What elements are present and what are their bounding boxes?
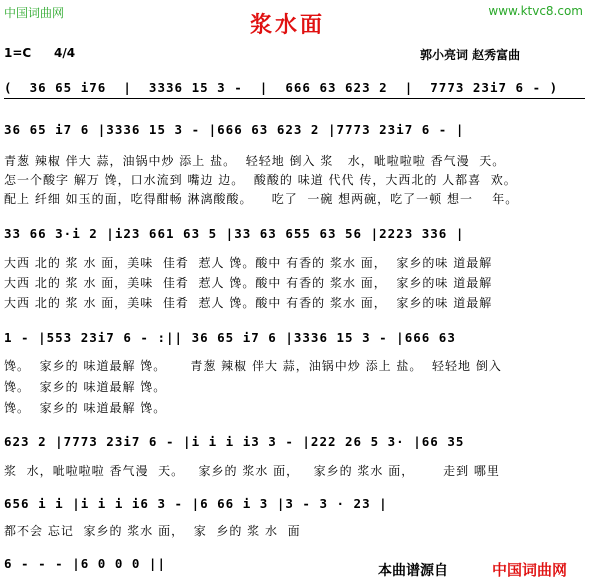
intro-underline bbox=[4, 98, 585, 99]
lyric-row-1-verse-3: 配上 纤细 如玉的面，吃得酣畅 淋漓酸酸。 吃了 一碗 想两碗，吃了一顿 想一 年。 bbox=[4, 192, 519, 206]
lyric-row-3-verse-3: 馋。 家乡的 味道最解 馋。 bbox=[4, 401, 167, 415]
time-signature: 4/4 bbox=[54, 46, 76, 60]
lyric-row-5-verse-1: 都不会 忘记 家乡的 浆水 面， 家 乡的 浆 水 面 bbox=[4, 524, 301, 538]
source-brand: 中国词曲网 bbox=[492, 561, 568, 579]
lyric-row-2-verse-1: 大西 北的 浆 水 面，美味 佳肴 惹人 馋。酸中 有香的 浆水 面， 家乡的味 道最解 bbox=[4, 256, 493, 270]
credits: 郭小亮词 赵秀富曲 bbox=[420, 48, 521, 62]
lyric-row-3-verse-2: 馋。 家乡的 味道最解 馋。 bbox=[4, 380, 167, 394]
watermark-site-url: www.ktvc8.com bbox=[488, 4, 583, 18]
song-title: 浆水面 bbox=[250, 13, 326, 38]
lyric-row-4-verse-1: 浆 水，呲啦啦啦 香气漫 天。 家乡的 浆水 面， 家乡的 浆水 面， 走到 哪里 bbox=[4, 464, 500, 478]
lyric-row-3-verse-1: 馋。 家乡的 味道最解 馋。 青葱 辣椒 伴大 蒜，油锅中炒 添上 盐。 轻轻地 倒入 bbox=[4, 359, 502, 373]
lyric-row-2-verse-3: 大西 北的 浆 水 面，美味 佳肴 惹人 馋。酸中 有香的 浆水 面， 家乡的味 道最解 bbox=[4, 296, 493, 310]
watermark-site-name: 中国词曲网 bbox=[4, 6, 65, 20]
lyric-row-1-verse-1: 青葱 辣椒 伴大 蒜，油锅中炒 添上 盐。 轻轻地 倒入 浆 水，呲啦啦啦 香气漫 天。 bbox=[4, 154, 506, 168]
notation-row-1: 36 65 i7 6 |3336 15 3 - |666 63 623 2 |7773 23i7 6 - | bbox=[4, 122, 465, 137]
lyric-row-2-verse-2: 大西 北的 浆 水 面，美味 佳肴 惹人 馋。酸中 有香的 浆水 面， 家乡的味 道最解 bbox=[4, 276, 493, 290]
notation-row-5: 656 i i |i i i i6 3 - |6 66 i 3 |3 - 3 · 23 | bbox=[4, 496, 388, 511]
lyric-row-1-verse-2: 怎一个酸字 解万 馋，口水流到 嘴边 边。 酸酸的 味道 代代 传，大西北的 人都喜 欢。 bbox=[4, 173, 517, 187]
notation-row-6: 6 - - - |6 0 0 0 || bbox=[4, 556, 166, 571]
source-note: 本曲谱源自 bbox=[378, 563, 448, 579]
intro-notation: ( 36 65 i76 | 3336 15 3 - | 666 63 623 2 | 7773 23i7 6 - ) bbox=[4, 80, 559, 95]
notation-row-3: 1 - |553 23i7 6 - :|| 36 65 i7 6 |3336 15 3 - |666 63 bbox=[4, 330, 456, 345]
notation-row-4: 623 2 |7773 23i7 6 - |i i i i3 3 - |222 26 5 3· |66 35 bbox=[4, 434, 465, 449]
notation-row-2: 33 66 3·i 2 |i23 661 63 5 |33 63 655 63 56 |2223 336 | bbox=[4, 226, 465, 241]
key-signature: 1=C bbox=[4, 46, 32, 60]
